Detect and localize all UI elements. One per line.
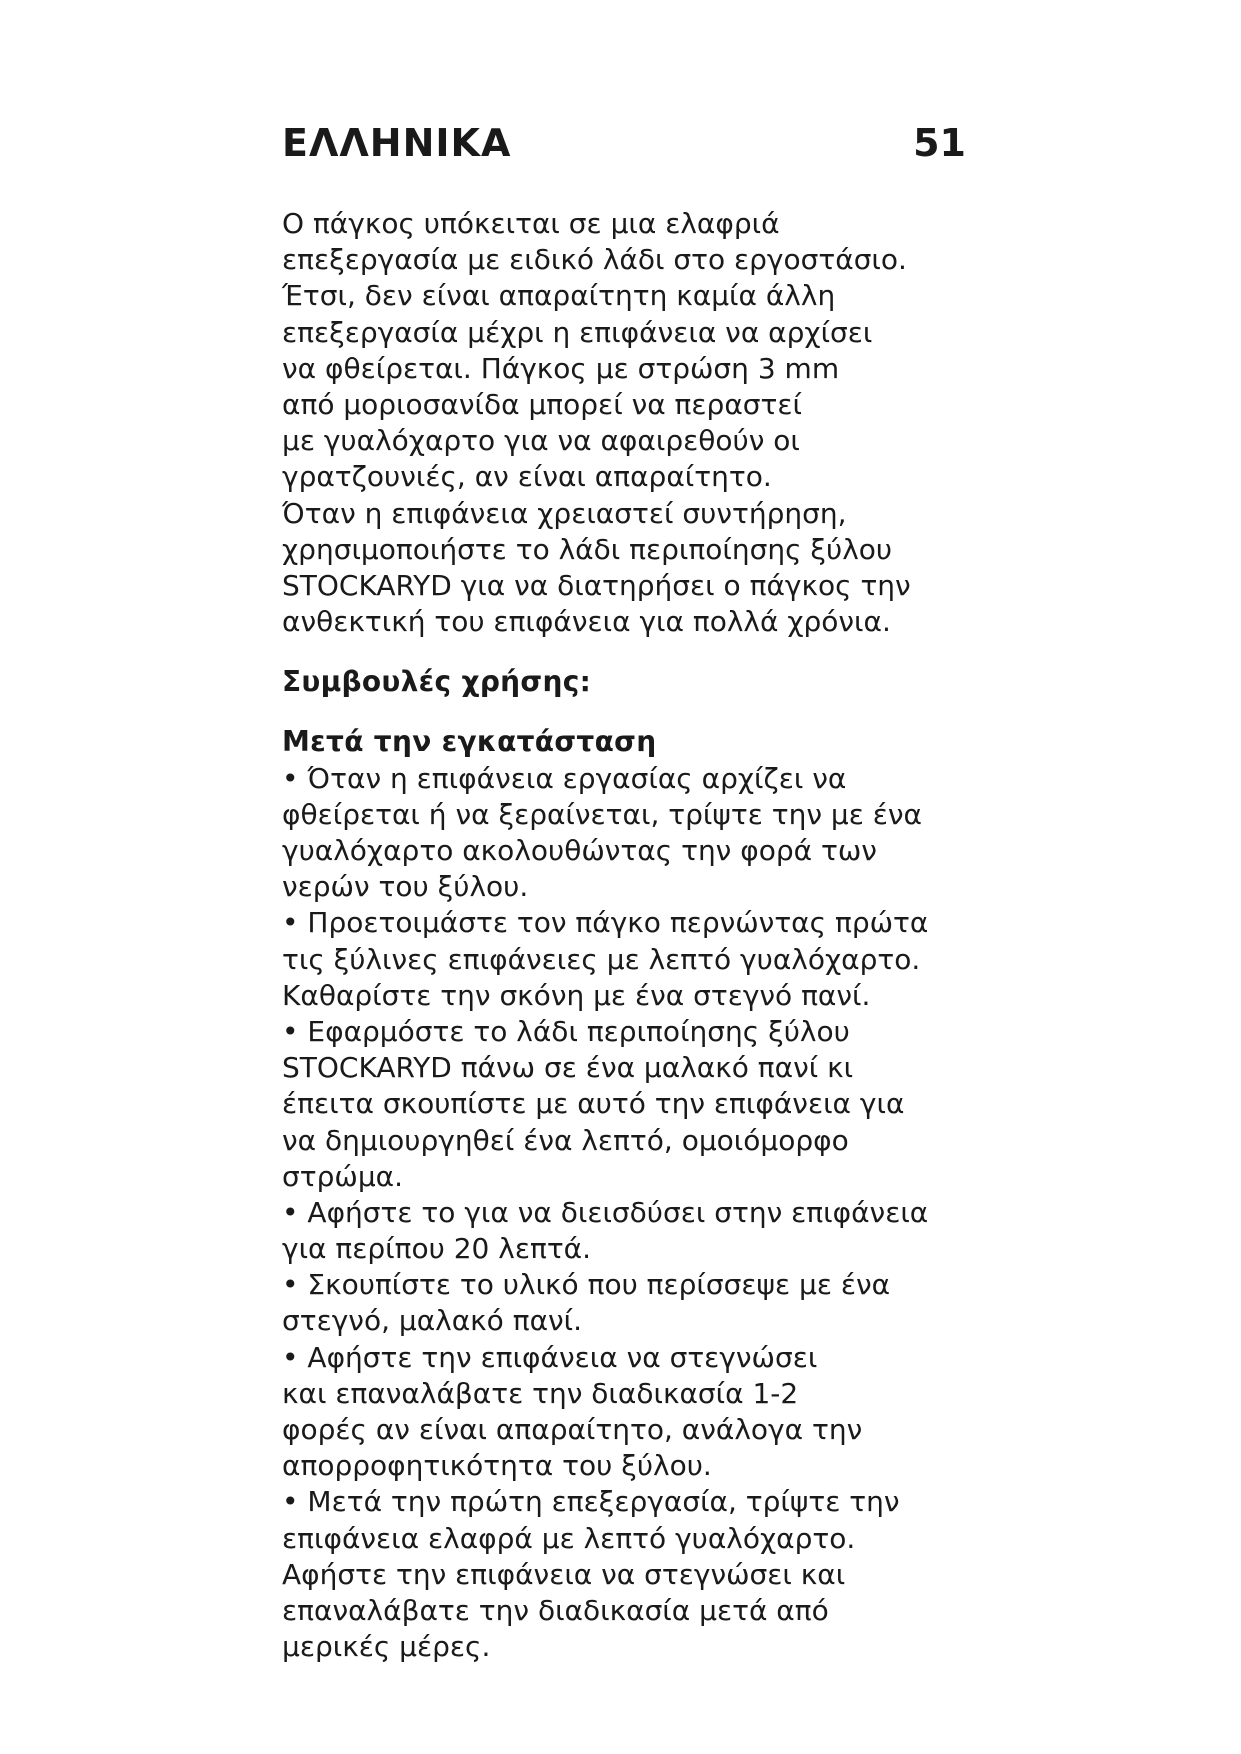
page-body (282, 206, 972, 1665)
instruction-line: επαναλάβατε την διαδικασία μετά από (282, 1593, 829, 1627)
text-line: από μοριοσανίδα μπορεί να περαστεί (282, 387, 802, 421)
text-line: με γυαλόχαρτο για να αφαιρεθούν οι (282, 424, 800, 458)
after-installation-subheading: Μετά την εγκατάσταση (282, 725, 657, 759)
tips-heading: Συμβουλές χρήσης: (282, 665, 592, 699)
instruction-line: STOCKARYD πάνω σε ένα μαλακό πανί κι (282, 1051, 854, 1085)
text-line: χρησιμοποιήστε το λάδι περιποίησης ξύλου (282, 532, 893, 566)
instruction-line: τις ξύλινες επιφάνειες με λεπτό γυαλόχαρτο. (282, 942, 921, 976)
text-line: Έτσι, δεν είναι απαραίτητη καμία άλλη (282, 279, 836, 313)
instruction-line: • Όταν η επιφάνεια εργασίας αρχίζει να (282, 761, 847, 795)
instruction-line: στεγνό, μαλακό πανί. (282, 1304, 583, 1338)
intro-paragraph (282, 206, 972, 640)
text-line: επεξεργασία με ειδικό λάδι στο εργοστάσιο. (282, 243, 907, 277)
instruction-line: Αφήστε την επιφάνεια να στεγνώσει και (282, 1557, 846, 1591)
instruction-line: • Προετοιμάστε τον πάγκο περνώντας πρώτα (282, 906, 929, 940)
instruction-line: έπειτα σκουπίστε με αυτό την επιφάνεια για (282, 1087, 905, 1121)
instruction-line: • Αφήστε την επιφάνεια να στεγνώσει (282, 1340, 818, 1374)
instruction-line: • Σκουπίστε το υλικό που περίσσεψε με ένα (282, 1268, 891, 1302)
instruction-line: • Αφήστε το για να διεισδύσει στην επιφάνεια (282, 1195, 929, 1229)
instruction-line: στρώμα. (282, 1159, 403, 1193)
text-line: επεξεργασία μέχρι η επιφάνεια να αρχίσει (282, 315, 873, 349)
instruction-line: γυαλόχαρτο ακολουθώντας την φορά των (282, 834, 877, 867)
instruction-line: • Εφαρμόστε το λάδι περιποίησης ξύλου (282, 1014, 850, 1048)
instruction-line: να δημιουργηθεί ένα λεπτό, ομοιόμορφο (282, 1123, 849, 1157)
manual-page (282, 0, 972, 1754)
instruction-line: Καθαρίστε την σκόνη με ένα στεγνό πανί. (282, 978, 871, 1012)
instruction-line: απορροφητικότητα του ξύλου. (282, 1449, 712, 1483)
text-line: Όταν η επιφάνεια χρειαστεί συντήρηση, (282, 496, 847, 530)
instruction-line: φθείρεται ή να ξεραίνεται, τρίψτε την με ένα (282, 797, 922, 831)
instructions-list (282, 761, 972, 1666)
instruction-line: μερικές μέρες. (282, 1630, 491, 1664)
text-line: STOCKARYD για να διατηρήσει ο πάγκος την (282, 568, 911, 602)
language-title: ΕΛΛΗΝΙΚΑ (282, 121, 512, 165)
text-line: Ο πάγκος υπόκειται σε μια ελαφριά (282, 207, 780, 240)
instruction-line: και επαναλάβατε την διαδικασία 1-2 (282, 1376, 799, 1410)
text-line: να φθείρεται. Πάγκος με στρώση 3 mm (282, 351, 840, 385)
page-number: 51 (913, 121, 966, 165)
page-header (282, 118, 972, 168)
text-line: γρατζουνιές, αν είναι απαραίτητο. (282, 460, 772, 494)
instruction-line: φορές αν είναι απαραίτητο, ανάλογα την (282, 1413, 863, 1446)
instruction-line: επιφάνεια ελαφρά με λεπτό γυαλόχαρτο. (282, 1521, 856, 1555)
instruction-line: νερών του ξύλου. (282, 870, 529, 904)
text-line: ανθεκτική του επιφάνεια για πολλά χρόνια. (282, 605, 891, 639)
instruction-line: για περίπου 20 λεπτά. (282, 1232, 592, 1266)
instruction-line: • Μετά την πρώτη επεξεργασία, τρίψτε την (282, 1485, 900, 1519)
